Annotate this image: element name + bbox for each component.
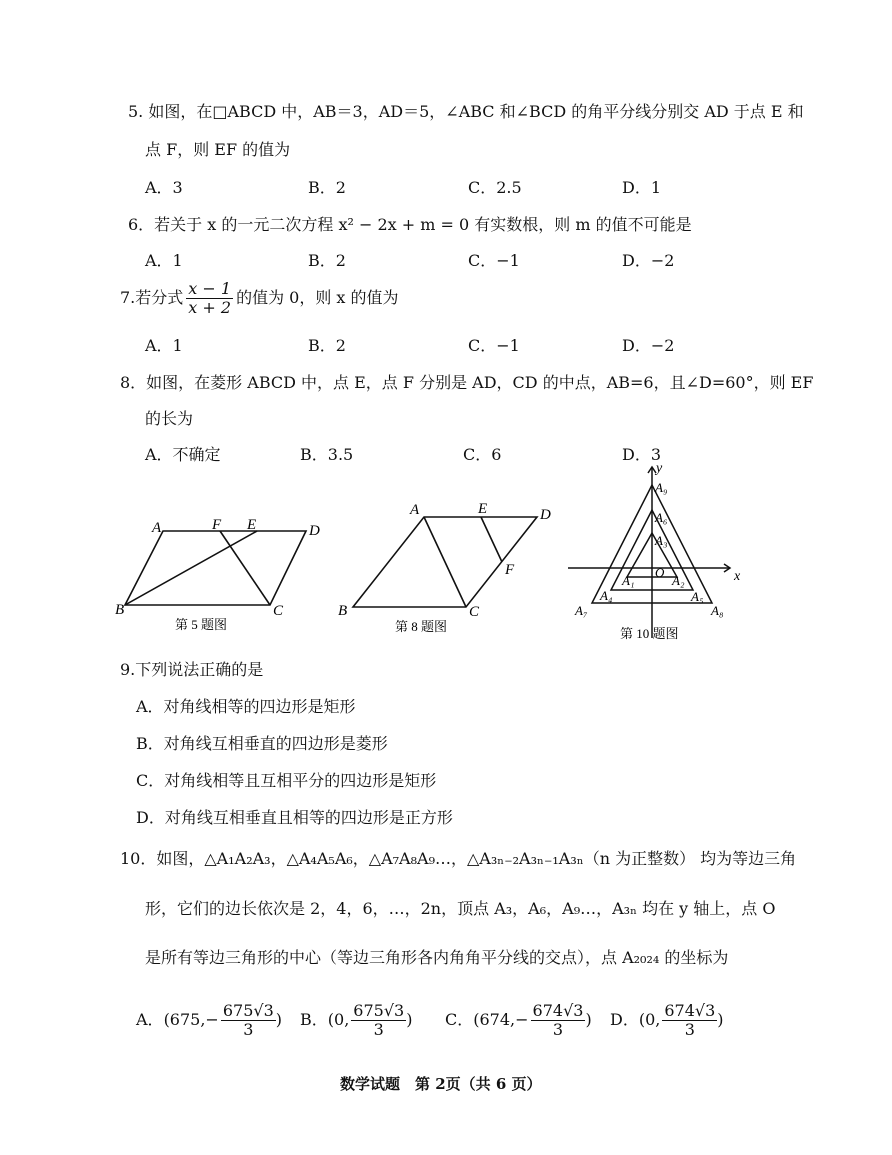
fig10-label-x: x xyxy=(734,569,741,584)
fig8-label-a: A xyxy=(410,502,420,518)
q10-line2: 形，它们的边长依次是 2，4，6，…，2n，顶点 A₃，A₆，A₉…，A₃ₙ 均在 y 轴上，点 O xyxy=(145,899,776,918)
fig10-label-a6: A₆ xyxy=(655,510,668,525)
fig10-label-a2: A₂ xyxy=(672,573,685,588)
q9-option-c: C．对角线相等且互相平分的四边形是矩形 xyxy=(136,771,437,790)
fig8-label-d: D xyxy=(540,507,551,523)
q5-option-c: C．2.5 xyxy=(468,178,522,197)
q10-line1: 10．如图，△A₁A₂A₃，△A₄A₅A₆，△A₇A₈A₉…，△A₃ₙ₋₂A₃ₙ₋₁A₃ₙ（n 为正整数） 均为等边三角 xyxy=(120,849,797,868)
q6-text: 6．若关于 x 的一元二次方程 x² − 2x + m = 0 有实数根，则 m 的值不可能是 xyxy=(128,215,692,234)
q10-option-b xyxy=(300,1000,412,1040)
q6-option-b: B．2 xyxy=(308,251,346,270)
q8-line2: 的长为 xyxy=(145,409,194,428)
q8-line1: 8．如图，在菱形 ABCD 中，点 E，点 F 分别是 AD，CD 的中点，AB=6，且∠D=60°，则 EF xyxy=(120,373,814,392)
q5-option-a: A．3 xyxy=(145,178,183,197)
fig5-label-d: D xyxy=(309,523,320,539)
fig5-bisector-cf xyxy=(220,531,270,605)
fig10-label-a8: A₈ xyxy=(711,603,724,618)
figure-10 xyxy=(568,467,730,638)
q5-option-d: D．1 xyxy=(622,178,662,197)
fig8-label-f: F xyxy=(505,562,515,578)
q10-option-d-label: D． xyxy=(610,1010,639,1029)
q10-option-c xyxy=(445,1000,592,1040)
q10-option-d-post: ) xyxy=(717,1010,724,1029)
q10-line3: 是所有等边三角形的中心（等边三角形各内角角平分线的交点），点 A₂₀₂₄ 的坐标为 xyxy=(145,948,729,967)
fig10-label-o: O xyxy=(655,565,665,580)
q7-option-b: B．2 xyxy=(308,336,346,355)
q10-option-a-den: 3 xyxy=(243,1020,254,1039)
q10-option-d-pre: (0, xyxy=(638,1010,661,1029)
q7-denominator: x + 2 xyxy=(188,298,232,317)
q5-line2: 点 F，则 EF 的值为 xyxy=(145,140,291,159)
q8-option-d: D．3 xyxy=(622,445,662,464)
fig10-label-a9: A₉ xyxy=(655,480,668,495)
fig8-label-e: E xyxy=(478,501,488,517)
q6-option-d: D．−2 xyxy=(622,251,675,270)
q10-option-c-fraction xyxy=(531,1002,586,1039)
fig10-label-a1: A₁ xyxy=(622,573,635,588)
fig5-caption: 第 5 题图 xyxy=(175,617,228,632)
q7-options xyxy=(0,333,892,357)
q9-option-a: A．对角线相等的四边形是矩形 xyxy=(136,697,356,716)
q10-option-a-num: 675√3 xyxy=(222,1001,274,1020)
q9-option-b: B．对角线互相垂直的四边形是菱形 xyxy=(136,734,388,753)
q7-prefix: 7.若分式 xyxy=(120,288,184,307)
q9-stem: 9.下列说法正确的是 xyxy=(120,660,264,679)
q10-option-b-num: 675√3 xyxy=(353,1001,405,1020)
q10-option-b-label: B． xyxy=(300,1010,328,1029)
q8-option-b: B．3.5 xyxy=(300,445,354,464)
q7-option-d: D．−2 xyxy=(622,336,675,355)
q10-option-b-den: 3 xyxy=(373,1020,384,1039)
fig5-label-b: B xyxy=(115,602,125,618)
q10-option-a-pre: (675,− xyxy=(163,1010,219,1029)
q6-options xyxy=(0,248,892,272)
q7-suffix: 的值为 0，则 x 的值为 xyxy=(236,288,399,307)
fig8-label-c: C xyxy=(469,604,480,620)
q10-option-d-fraction xyxy=(662,1002,717,1039)
q7-option-a: A．1 xyxy=(145,336,183,355)
fig10-label-y: y xyxy=(656,461,663,476)
figure-5 xyxy=(125,531,306,605)
fig5-label-e: E xyxy=(247,517,257,533)
q5-line1: 5. 如图，在□ABCD 中，AB＝3，AD＝5，∠ABC 和∠BCD 的角平分线分别交 AD 于点 E 和 xyxy=(128,102,804,121)
fig10-label-a4: A₄ xyxy=(600,588,613,603)
q5-options xyxy=(0,175,892,199)
q10-option-b-post: ) xyxy=(406,1010,413,1029)
fig5-parallelogram xyxy=(125,531,306,605)
q6-option-a: A．1 xyxy=(145,251,183,270)
fig10-label-a3: A₃ xyxy=(655,533,668,548)
q7-numerator: x − 1 xyxy=(188,279,232,298)
fig8-caption: 第 8 题图 xyxy=(395,619,448,634)
q10-option-c-pre: (674,− xyxy=(473,1010,529,1029)
q10-option-a-fraction xyxy=(221,1002,276,1039)
q10-option-c-den: 3 xyxy=(552,1020,564,1039)
fig5-label-c: C xyxy=(273,603,284,619)
q7-fraction xyxy=(186,280,233,317)
fig10-label-a5: A₅ xyxy=(691,589,704,604)
fig8-label-b: B xyxy=(338,603,348,619)
q7-stem xyxy=(120,280,399,317)
q6-option-c: C．−1 xyxy=(468,251,520,270)
fig5-label-a: A xyxy=(152,520,162,536)
fig10-label-a7: A₇ xyxy=(575,603,588,618)
q10-option-d xyxy=(610,1000,724,1040)
fig5-label-f: F xyxy=(212,517,222,533)
q8-option-c: C．6 xyxy=(463,445,502,464)
q10-option-c-num: 674√3 xyxy=(532,1001,584,1020)
q10-option-d-den: 3 xyxy=(684,1020,695,1039)
q5-option-b: B．2 xyxy=(308,178,346,197)
fig8-diagonal-ac xyxy=(424,517,466,607)
q10-option-d-num: 674√3 xyxy=(664,1001,716,1020)
q10-option-a-label: A． xyxy=(136,1010,164,1029)
q10-option-c-label: C． xyxy=(445,1010,474,1029)
q8-option-a: A．不确定 xyxy=(145,445,221,464)
figures-area xyxy=(0,455,892,655)
fig8-segment-ef xyxy=(481,517,502,562)
q10-option-c-post: ) xyxy=(585,1010,592,1029)
fig10-caption: 第 10 题图 xyxy=(620,626,679,641)
q10-option-a xyxy=(136,1000,282,1040)
q10-option-a-post: ) xyxy=(275,1010,283,1029)
q9-option-d: D．对角线互相垂直且相等的四边形是正方形 xyxy=(136,808,453,827)
q10-option-b-fraction xyxy=(351,1002,406,1039)
q10-option-b-pre: (0, xyxy=(327,1010,350,1029)
q7-option-c: C．−1 xyxy=(468,336,520,355)
page-footer: 数学试题 第 2页（共 6 页） xyxy=(340,1075,542,1093)
